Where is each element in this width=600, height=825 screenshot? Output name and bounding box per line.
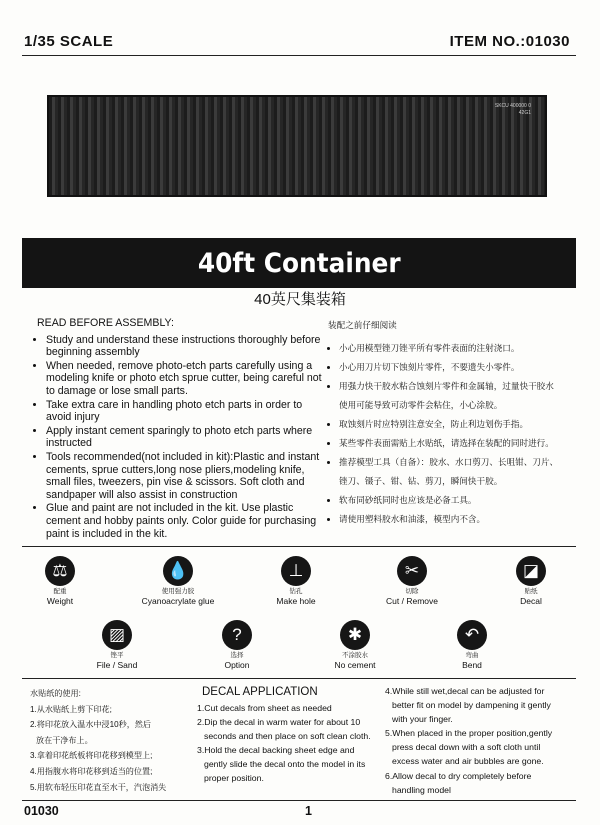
legend-label-cn: 配重 [53,588,67,595]
decal-step-cn: 1.从水贴纸上剪下印花; [30,704,112,714]
container-marking-line: SKCU 400000 0 [494,103,531,109]
decal-step: excess water and air bubbles are gone. [392,756,544,767]
legend-option [192,620,282,670]
legend-label-cn: 使用强力胶 [161,588,195,595]
decal-step: handling model [392,784,451,795]
legend-label-cn: 不涂胶水 [342,652,368,659]
legend-label-cn: 选择 [230,652,244,659]
decal-step: proper position. [204,773,264,784]
read-before-heading: READ BEFORE ASSEMBLY: [37,317,174,329]
decal-step: with your finger. [392,714,453,725]
legend-label-en: Option [224,660,250,670]
decal-step: seconds and then place on soft clean cloth. [204,731,371,742]
header-rule [22,55,576,56]
list-item: • Tools recommended(not included in kit):Plastic and instant cements, sprue cutters,long nose pliers,modeling knife, small files, tweezers, pin vise & scissors. Soft cloth and sandpaper will also assist in construction [46,451,330,501]
title-banner [22,238,576,288]
weight-icon: ⚖ [45,556,75,586]
legend-label-cn: 钻孔 [289,588,303,595]
legend-label-en: Decal [520,596,542,606]
legend-label-cn: 切除 [405,588,419,595]
legend-label-en: Bend [462,660,482,670]
no-cement-icon: ✱ [340,620,370,650]
decal-instructions-en-cont [385,684,570,797]
list-item: • 用强力快干胶水粘合蚀刻片零件和金属轴，过量快干胶水 [339,377,573,396]
scale-label: 1/35 SCALE [24,33,114,50]
list-item: • 请使用塑料胶水和油漆，模型内不含。 [339,510,573,529]
decal-step-cn: 4.用指腹水将印花移到适当的位置; [30,766,153,776]
list-item: • Apply instant cement sparingly to photo etch parts where instructed [46,425,330,450]
decal-icon: ◪ [516,556,546,586]
list-item: 使用可能导致可动零件会粘住，小心涂胶。 [339,400,503,410]
option-icon: ? [222,620,252,650]
legend-label-en: Cyanoacrylate glue [141,596,215,606]
file-sand-icon: ▨ [102,620,132,650]
read-before-list-cn [328,339,573,529]
legend-make-hole [251,556,341,606]
read-before-assembly-cn [328,319,573,529]
container-marking-line: 42G1 [518,110,531,116]
cyanoacrylate-glue-icon: 💧 [163,556,193,586]
page-subtitle: 40英尺集装箱 [254,291,346,308]
footer-item-number: 01030 [24,804,59,818]
make-hole-icon: ⊥ [281,556,311,586]
decal-heading-en: DECAL APPLICATION [202,686,318,698]
legend-label-en: Weight [46,596,74,606]
legend-label-cn: 贴纸 [524,588,538,595]
legend-bend [427,620,517,670]
list-item: 锉刀、镊子、钳、钻、剪刀，瞬间快干胶。 [339,476,503,486]
list-item: • 小心用模型锉刀锉平所有零件表面的注射浇口。 [339,339,573,358]
container-illustration [47,95,547,197]
bend-icon: ↶ [457,620,487,650]
decal-step: 3.Hold the decal backing sheet edge and [197,745,355,756]
legend-label-cn: 弯曲 [465,652,479,659]
page-number: 1 [305,804,312,818]
decal-step-cn: 3.拿着印花纸板将印花移到模型上; [30,751,153,761]
decal-step-cn: 2.将印花放入温水中浸10秒，然后 [30,720,151,730]
legend-label-en: Cut / Remove [386,596,438,606]
symbol-legend [22,554,576,676]
decal-step: 1.Cut decals from sheet as needed [197,703,332,713]
legend-label-en: File / Sand [96,660,138,670]
decal-step: press decal down with a soft cloth until [392,742,541,753]
list-item: • 软布同砂纸同时也应该是必备工具。 [339,491,573,510]
list-item: • Glue and paint are not included in the kit. Use plastic cement and hobby paints only. Color guide for purchasing paint is included in the kit. [46,502,330,540]
list-item: • When needed, remove photo-etch parts carefully using a modeling knife or photo etch sprue cutter, being careful not to damage or lose small parts. [46,360,330,398]
list-item: • Take extra care in handling photo etch parts in order to avoid injury [46,399,330,424]
item-number: ITEM NO.:01030 [449,33,570,50]
legend-label-en: Make hole [276,596,316,606]
legend-cyanoacrylate [133,556,223,606]
decal-instructions-cn [30,686,190,795]
list-item: • 推荐模型工具（自备）：胶水、水口剪刀、长咀钳、刀片、 [339,453,573,472]
read-before-list [30,334,330,541]
decal-step: 6.Allow decal to dry completely before [385,770,532,781]
legend-no-cement [310,620,400,670]
list-item: • 某些零件表面需贴上水贴纸，请选择在装配的同时进行。 [339,434,573,453]
decal-step: gently slide the decal onto the model in its [204,759,366,770]
legend-label-cn: 锉平 [110,652,124,659]
legend-label-en: No cement [334,660,376,670]
decal-step: 5.When placed in the proper position,gently [385,728,553,739]
legend-decal [486,556,576,606]
decal-step-cn: 放在干净布上。 [36,735,93,745]
decal-step: better fit on model by dampening it gently [392,700,551,711]
decal-step-cn: 5.用软布轻压印花直至水干，汽泡消失 [30,782,167,792]
cut-remove-icon: ✂ [397,556,427,586]
list-item: • 取蚀刻片时应特别注意安全，防止利边划伤手指。 [339,415,573,434]
read-before-heading-cn: 装配之前仔细阅读 [328,320,397,330]
decal-instructions-en [197,686,380,786]
decal-heading-cn: 水贴纸的使用: [30,689,81,698]
decal-step: 4.While still wet,decal can be adjusted for [385,686,545,696]
legend-cut-remove [367,556,457,606]
legend-weight [15,556,105,606]
container-marking [495,103,531,117]
footer-rule [22,800,576,801]
decal-step: 2.Dip the decal in warm water for about 10 [197,717,361,728]
page-title: 40ft Container [197,247,401,279]
read-before-assembly [30,317,330,541]
list-item: • Study and understand these instructions thoroughly before beginning assembly [46,334,330,359]
legend-file-sand [72,620,162,670]
section-rule [22,546,576,547]
list-item: • 小心用刀片切下蚀刻片零件，不要遗失小零件。 [339,358,573,377]
section-rule [22,678,576,679]
